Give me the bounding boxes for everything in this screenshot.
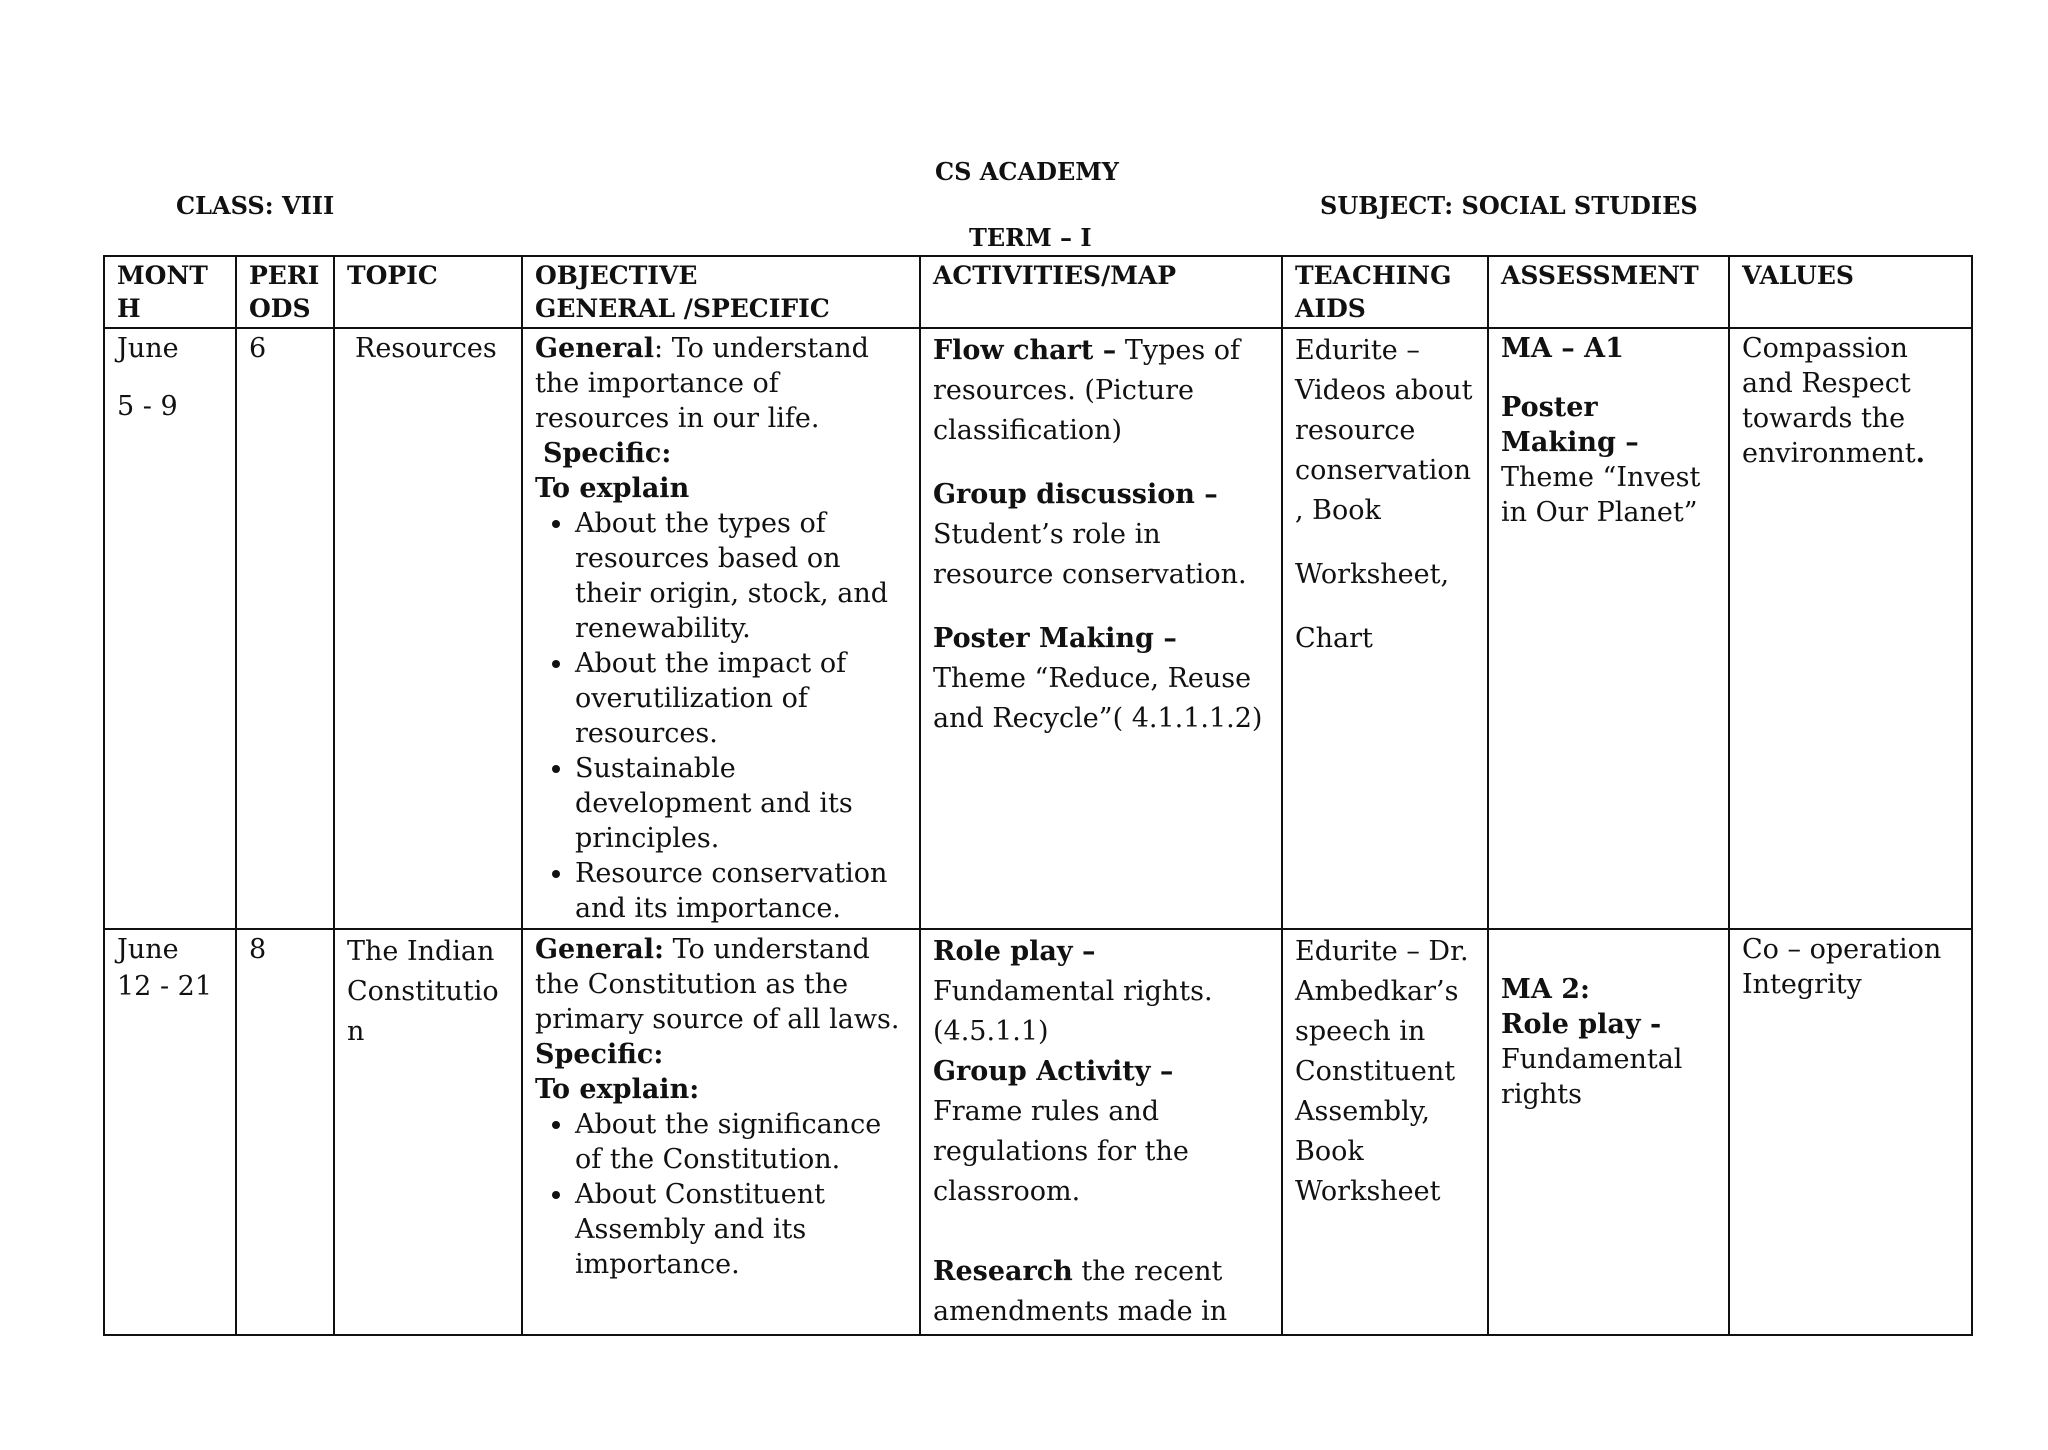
col-objective-header [522, 256, 920, 328]
dates-text: 12 - 21 [117, 971, 213, 1002]
list-item: • About Constituent Assembly and its importance. [575, 1177, 907, 1282]
general-objective [535, 331, 907, 436]
table-row [104, 328, 1972, 929]
table-row [104, 929, 1972, 1335]
col-topic-header: TOPIC [334, 256, 522, 328]
month-text: June [117, 934, 179, 965]
activity-text: Theme “Reduce, Reuse and Recycle”( 4.1.1.1.2) [933, 663, 1263, 734]
activity-item [933, 932, 1269, 1052]
activity-text: Frame rules and regulations for the classroom. [933, 1096, 1189, 1207]
aids-text: Worksheet, [1295, 559, 1450, 590]
general-objective [535, 932, 907, 1037]
col-periods-header: PERI ODS [236, 256, 334, 328]
subject-label: SUBJECT: SOCIAL STUDIES [1320, 191, 1698, 220]
specific-label: Specific: [535, 1039, 664, 1070]
activity-label: Group discussion – [933, 479, 1218, 510]
list-item: • Resource conservation and its importance. [575, 856, 907, 926]
general-label: General: [535, 934, 664, 965]
assessment-cell [1488, 328, 1729, 929]
objective-cell [522, 328, 920, 929]
dates-text: 5 - 9 [117, 391, 178, 422]
activity-label: Role play – [933, 936, 1096, 967]
aids-text: Worksheet [1295, 1176, 1441, 1207]
values-end: . [1915, 438, 1926, 469]
class-label: CLASS: VIII [176, 191, 335, 220]
activity-text: the recent amendments made in [933, 1256, 1228, 1327]
assessment-label: Poster Making – [1501, 392, 1639, 458]
activity-label: Group Activity – [933, 1056, 1174, 1087]
activity-text: Types of resources. (Picture classification) [933, 335, 1241, 446]
col-assessment-header: ASSESSMENT [1488, 256, 1729, 328]
periods-cell: 6 [236, 328, 334, 929]
explain-label: To explain [535, 473, 690, 504]
assessment-text: Theme “Invest in Our Planet” [1501, 462, 1701, 528]
objective-list [535, 506, 907, 926]
topic-cell: The Indian Constitution [334, 929, 522, 1335]
month-cell [104, 929, 236, 1335]
activity-item [933, 619, 1269, 739]
values-text: Co – operation [1742, 934, 1942, 965]
values-cell [1729, 328, 1972, 929]
topic-text: Resources [355, 333, 497, 364]
objective-header-line1: OBJECTIVE [535, 261, 698, 290]
general-label: General [535, 333, 655, 364]
objective-cell [522, 929, 920, 1335]
activity-label: Flow chart – [933, 335, 1117, 366]
list-item: • Sustainable development and its principles. [575, 751, 907, 856]
aids-text: Edurite – Dr. Ambedkar’s speech in Constituent Assembly, Book [1295, 936, 1469, 1167]
col-month-header: MONT H [104, 256, 236, 328]
objective-list [535, 1107, 907, 1282]
assessment-cell [1488, 929, 1729, 1335]
topic-cell [334, 328, 522, 929]
general-text: : To understand the importance of resources in our life. [535, 333, 869, 434]
list-item: • About the types of resources based on their origin, stock, and renewability. [575, 506, 907, 646]
col-activities-header: ACTIVITIES/MAP [920, 256, 1282, 328]
teaching-aids-cell [1282, 328, 1488, 929]
header-row [104, 256, 1972, 328]
explain-label: To explain: [535, 1074, 700, 1105]
activity-text: Fundamental rights. (4.5.1.1) [933, 976, 1213, 1047]
teaching-aids-cell [1282, 929, 1488, 1335]
assessment-code: MA 2: [1501, 974, 1590, 1005]
periods-cell: 8 [236, 929, 334, 1335]
month-text: June [117, 333, 179, 364]
lesson-plan-table [103, 255, 1973, 1336]
col-values-header: VALUES [1729, 256, 1972, 328]
col-aids-header: TEACHING AIDS [1282, 256, 1488, 328]
aids-text: Chart [1295, 623, 1373, 654]
term-label: TERM – I [969, 223, 1092, 252]
objective-header-line2: GENERAL /SPECIFIC [535, 294, 830, 323]
school-name: CS ACADEMY [935, 157, 1119, 186]
general-text: To understand the Constitution as the primary source of all laws. [535, 934, 900, 1035]
values-text: Compassion and Respect towards the environment [1742, 333, 1916, 469]
assessment-text: Fundamental rights [1501, 1044, 1683, 1110]
month-cell [104, 328, 236, 929]
list-item: • About the significance of the Constitution. [575, 1107, 907, 1177]
activity-label: Poster Making – [933, 623, 1177, 654]
aids-text: Edurite – Videos about resource conservation, Book [1295, 335, 1473, 526]
list-item: • About the impact of overutilization of resources. [575, 646, 907, 751]
values-cell [1729, 929, 1972, 1335]
activity-text: Student’s role in resource conservation. [933, 519, 1247, 590]
values-text: Integrity [1742, 969, 1862, 1000]
activity-label: Research [933, 1256, 1073, 1287]
activity-item [933, 331, 1269, 451]
activities-cell [920, 929, 1282, 1335]
specific-label: Specific: [543, 438, 672, 469]
activity-item [933, 1252, 1269, 1332]
activity-item [933, 475, 1269, 595]
activities-cell [920, 328, 1282, 929]
assessment-code: MA – A1 [1501, 333, 1624, 364]
activity-item [933, 1052, 1269, 1212]
assessment-label: Role play - [1501, 1009, 1662, 1040]
